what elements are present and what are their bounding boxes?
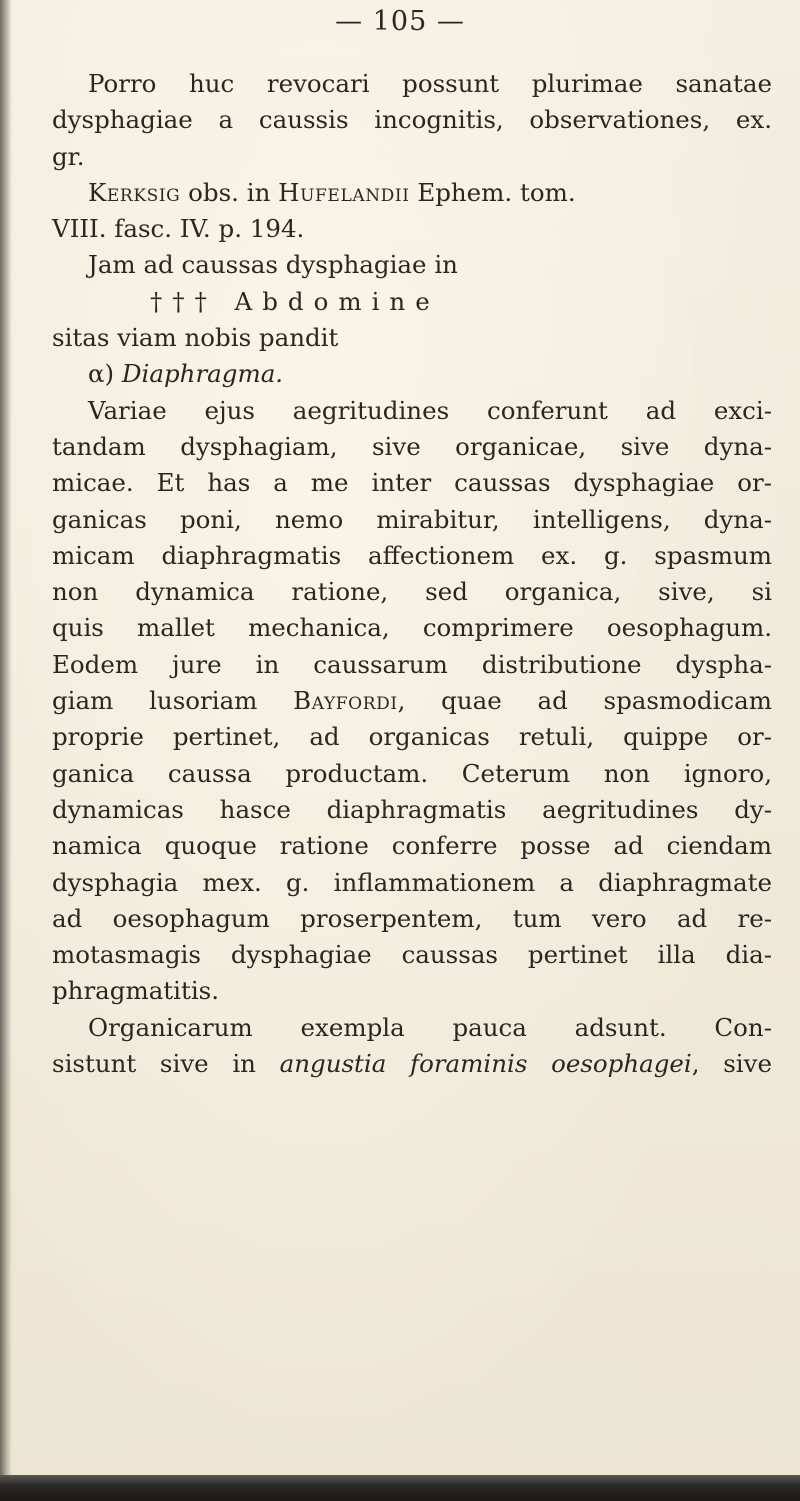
text-line: ganica caussa productam. Ceterum non ignoro, <box>52 758 772 788</box>
text-line <box>52 1046 772 1082</box>
text-line: VIII. fasc. IV. p. 194. <box>52 214 305 244</box>
text-line: dysphagiae a caussis incognitis, observationes, ex. <box>52 105 772 135</box>
author-name-bayfordi: Bayfordi <box>293 686 398 716</box>
author-name-hufelandii: Hufelandii <box>278 177 410 207</box>
text-line: gr. <box>52 141 85 171</box>
text-line: non dynamica ratione, sed organica, sive, si <box>52 577 772 607</box>
text-line: Porro huc revocari possunt plurimae sanatae <box>88 69 772 98</box>
text-line: Organicarum exempla pauca adsunt. Con- <box>88 1012 772 1042</box>
subsection-heading <box>52 356 772 392</box>
text-line: Variae ejus aegritudines conferunt ad exci- <box>88 395 772 425</box>
text-line: ad oesophagum proserpentem, tum vero ad re- <box>52 903 772 933</box>
text-line: micam diaphragmatis affectionem ex. g. spasmum <box>52 540 772 570</box>
text-line: motasmagis dysphagiae caussas pertinet illa dia- <box>52 940 772 970</box>
text-fragment: , sive <box>691 1049 772 1079</box>
page-number: — 105 — <box>335 6 465 37</box>
body-text <box>52 66 772 1082</box>
text-line: tandam dysphagiam, sive organicae, sive dyna- <box>52 431 772 461</box>
text-line: Eodem jure in caussarum distributione dyspha- <box>52 649 772 679</box>
text-line: dynamicas hasce diaphragmatis aegritudines dy- <box>52 794 772 824</box>
text-fragment: giam lusoriam <box>52 686 294 716</box>
text-fragment: Ephem. tom. <box>409 177 576 207</box>
author-name-kerksig: Kerksig <box>88 177 181 207</box>
subsection-title: Diaphragma. <box>121 359 284 389</box>
text-line: dysphagia mex. g. inflammationem a diaphragmate <box>52 867 772 897</box>
text-line: sitas viam nobis pandit <box>52 323 339 353</box>
text-line: proprie pertinet, ad organicas retuli, quippe or- <box>52 722 772 752</box>
text-line <box>52 175 772 211</box>
text-fragment: , quae ad spasmodicam <box>397 686 772 716</box>
text-line: phragmatitis. <box>52 976 220 1006</box>
text-line: Jam ad caussas dysphagiae in <box>88 250 458 280</box>
section-heading-abdomine: ††† Abdomine <box>150 286 440 316</box>
text-fragment: sistunt sive in <box>52 1049 280 1079</box>
italic-term: angustia foraminis oesophagei <box>279 1049 692 1079</box>
text-fragment: obs. in <box>180 177 279 207</box>
text-line: quis mallet mechanica, comprimere oesophagum. <box>52 613 772 643</box>
subsection-marker: α) <box>88 359 122 389</box>
page-bottom-edge <box>0 1475 800 1501</box>
text-line: namica quoque ratione conferre posse ad ciendam <box>52 831 772 861</box>
text-line: micae. Et has a me inter caussas dysphagiae or- <box>52 468 772 498</box>
text-line: ganicas poni, nemo mirabitur, intelligens, dyna- <box>52 504 772 534</box>
text-line <box>52 683 772 719</box>
book-spine-shadow <box>0 0 12 1501</box>
